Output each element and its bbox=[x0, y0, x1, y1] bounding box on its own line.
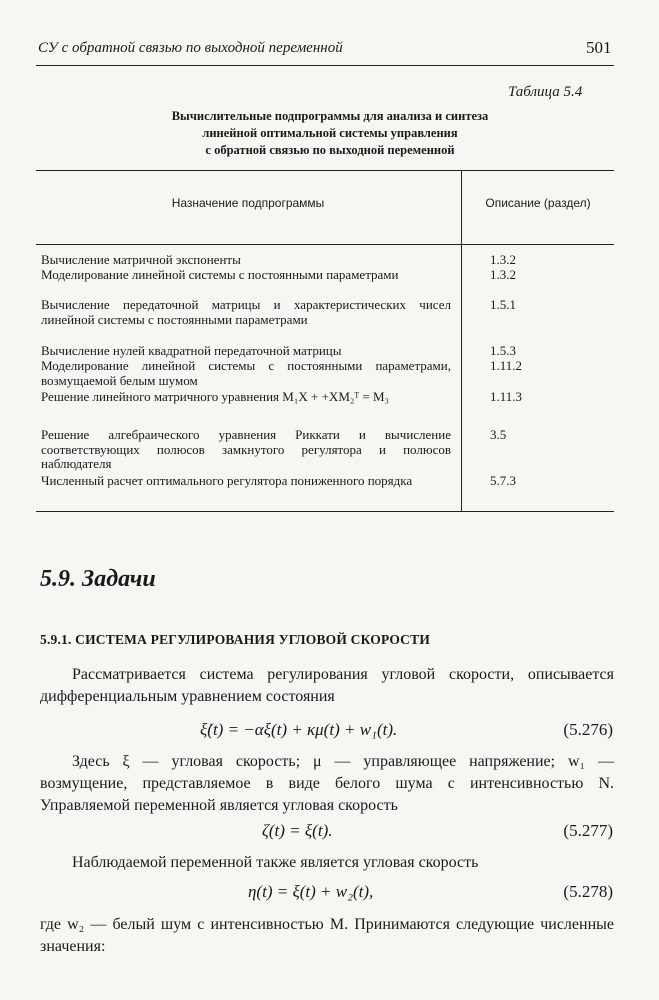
paragraph: Здесь ξ — угловая скорость; μ — управляющее напряжение; w₁ — возмущение, представляемое в виде белого шума с интенсивностью N. Управляемой переменной является угловая скорость bbox=[40, 753, 614, 814]
table-title-line: линейной оптимальной системы управления bbox=[202, 126, 458, 140]
table-row-name: Вычисление нулей квадратной передаточной матрицы bbox=[41, 343, 342, 358]
table-row-section: 3.5 bbox=[490, 427, 507, 442]
paragraph: Рассматривается система регулирования угловой скорости, описывается дифференциальным уравнением состояния bbox=[40, 666, 614, 705]
table-header-purpose: Назначение подпрограммы bbox=[171, 196, 325, 210]
table-row-name: Решение линейного матричного уравнения M₁X + +XM₂ᵀ = M₃ bbox=[41, 389, 390, 404]
running-title: СУ с обратной связью по выходной переменной bbox=[38, 40, 343, 56]
table-header-rule bbox=[36, 244, 614, 245]
header-rule bbox=[36, 65, 614, 66]
equation-number: (5.278) bbox=[563, 882, 613, 901]
table-column-divider bbox=[461, 170, 462, 512]
table-row-name: Решение алгебраического уравнения Риккати и вычисление соответствующих полюсов замкнутого регулятора и полюсов наблюдателя bbox=[41, 427, 451, 471]
subsection-heading: 5.9.1. СИСТЕМА РЕГУЛИРОВАНИЯ УГЛОВОЙ СКОРОСТИ bbox=[40, 632, 431, 647]
table-row-name: Вычисление матричной экспоненты bbox=[41, 252, 241, 267]
equation: ξ̇(t) = −αξ(t) + κμ(t) + w₁(t). bbox=[200, 720, 398, 739]
equation-number: (5.277) bbox=[563, 821, 613, 840]
table-top-rule bbox=[36, 170, 614, 171]
equation: ζ(t) = ξ(t). bbox=[262, 821, 333, 840]
equation: η(t) = ξ(t) + w₂(t), bbox=[248, 882, 374, 901]
table-row-name: Вычисление передаточной матрицы и характеристических чисел линейной системы с постоянными параметрами bbox=[41, 297, 451, 327]
table-title-line: с обратной связью по выходной переменной bbox=[205, 143, 455, 157]
table-title bbox=[80, 108, 580, 159]
table-title-line: Вычислительные подпрограммы для анализа и синтеза bbox=[171, 109, 489, 123]
table-row-section: 1.11.3 bbox=[490, 389, 523, 404]
table-row-name: Численный расчет оптимального регулятора пониженного порядка bbox=[41, 473, 413, 488]
table-label: Таблица 5.4 bbox=[508, 84, 583, 100]
table-row-section: 5.7.3 bbox=[490, 473, 516, 488]
page-number: 501 bbox=[586, 38, 612, 57]
table-row-section: 1.11.2 bbox=[490, 358, 523, 373]
table-row-section: 1.3.2 bbox=[490, 252, 516, 267]
table-row-name: Моделирование линейной системы с постоянными параметрами, возмущаемой белым шумом bbox=[41, 358, 451, 388]
table-row-section: 1.5.1 bbox=[490, 297, 516, 312]
paragraph: Наблюдаемой переменной также является угловая скорость bbox=[72, 854, 479, 871]
equation-number: (5.276) bbox=[563, 720, 613, 739]
table-row-section: 1.5.3 bbox=[490, 343, 516, 358]
paragraph: где w₂ — белый шум с интенсивностью M. Принимаются следующие численные значения: bbox=[40, 916, 614, 955]
table-row-name: Моделирование линейной системы с постоянными параметрами bbox=[41, 267, 399, 282]
table-row-section: 1.3.2 bbox=[490, 267, 516, 282]
table-header-section: Описание (раздел) bbox=[485, 196, 591, 210]
section-heading: 5.9. Задачи bbox=[40, 566, 156, 592]
table-bottom-rule bbox=[36, 511, 614, 512]
